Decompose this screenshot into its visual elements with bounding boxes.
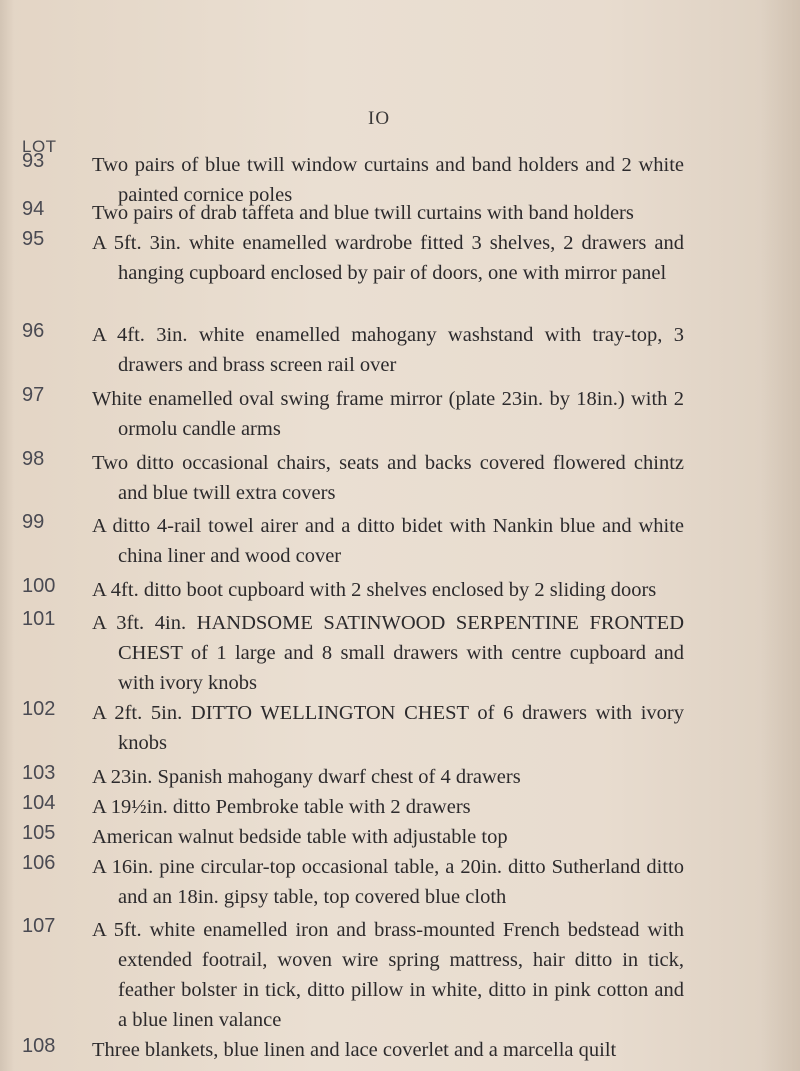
lot-number: 108 <box>22 1035 56 1057</box>
lot-description: A 2ft. 5in. DITTO WELLINGTON CHEST of 6 drawers with ivory knobs <box>92 702 684 754</box>
page-number: IO <box>368 108 391 129</box>
lot-description: A 5ft. 3in. white enamelled wardrobe fitted 3 shelves, 2 drawers and hanging cupboard enclosed by pair of doors, one with mirror panel <box>92 232 684 284</box>
lot-description: American walnut bedside table with adjustable top <box>92 826 508 848</box>
lot-description: A 16in. pine circular-top occasional table, a 20in. ditto Sutherland ditto and an 18in. gipsy table, top covered blue cloth <box>92 856 684 908</box>
lot-description: A 4ft. ditto boot cupboard with 2 shelves enclosed by 2 sliding doors <box>92 579 657 601</box>
lot-number: 106 <box>22 852 56 874</box>
lot-number: 96 <box>22 320 45 342</box>
lot-number: 100 <box>22 575 56 597</box>
lot-number: 105 <box>22 822 56 844</box>
page-shadow-left <box>0 0 14 1071</box>
lot-column-header: LOT <box>22 137 57 156</box>
lot-description: A 19½in. ditto Pembroke table with 2 drawers <box>92 796 471 818</box>
lot-number: 98 <box>22 448 45 470</box>
lot-number: 103 <box>22 762 56 784</box>
lot-number: 102 <box>22 698 56 720</box>
lot-description: Two pairs of drab taffeta and blue twill curtains with band holders <box>92 202 634 224</box>
lot-description: A 3ft. 4in. HANDSOME SATINWOOD SERPENTINE FRONTED CHEST of 1 large and 8 small drawers with centre cupboard and with ivory knobs <box>92 612 684 694</box>
lot-description: A 4ft. 3in. white enamelled mahogany washstand with tray-top, 3 drawers and brass screen rail over <box>92 324 684 376</box>
lot-description: A ditto 4-rail towel airer and a ditto bidet with Nankin blue and white china liner and wood cover <box>92 515 684 567</box>
lot-description: Two ditto occasional chairs, seats and backs covered flowered chintz and blue twill extra covers <box>92 452 684 504</box>
lot-number: 94 <box>22 198 45 220</box>
lot-number: 101 <box>22 608 56 630</box>
lot-description: White enamelled oval swing frame mirror (plate 23in. by 18in.) with 2 ormolu candle arms <box>92 388 684 440</box>
lot-number: 95 <box>22 228 45 250</box>
lot-description: Two pairs of blue twill window curtains and band holders and 2 white painted cornice poles <box>92 154 684 206</box>
page-shadow-right <box>760 0 800 1071</box>
lot-description: A 5ft. white enamelled iron and brass-mounted French bedstead with extended footrail, woven wire spring mattress, hair ditto in tick, feather bolster in tick, ditto pillow in white, ditto in pink cotton and a blue linen valance <box>92 919 684 1031</box>
lot-number: 97 <box>22 384 45 406</box>
lot-number: 104 <box>22 792 56 814</box>
lot-number: 107 <box>22 915 56 937</box>
lot-number: 99 <box>22 511 45 533</box>
lot-description: A 23in. Spanish mahogany dwarf chest of 4 drawers <box>92 766 521 788</box>
lot-description: Three blankets, blue linen and lace coverlet and a marcella quilt <box>92 1039 617 1061</box>
lot-number: 93 <box>22 150 45 172</box>
